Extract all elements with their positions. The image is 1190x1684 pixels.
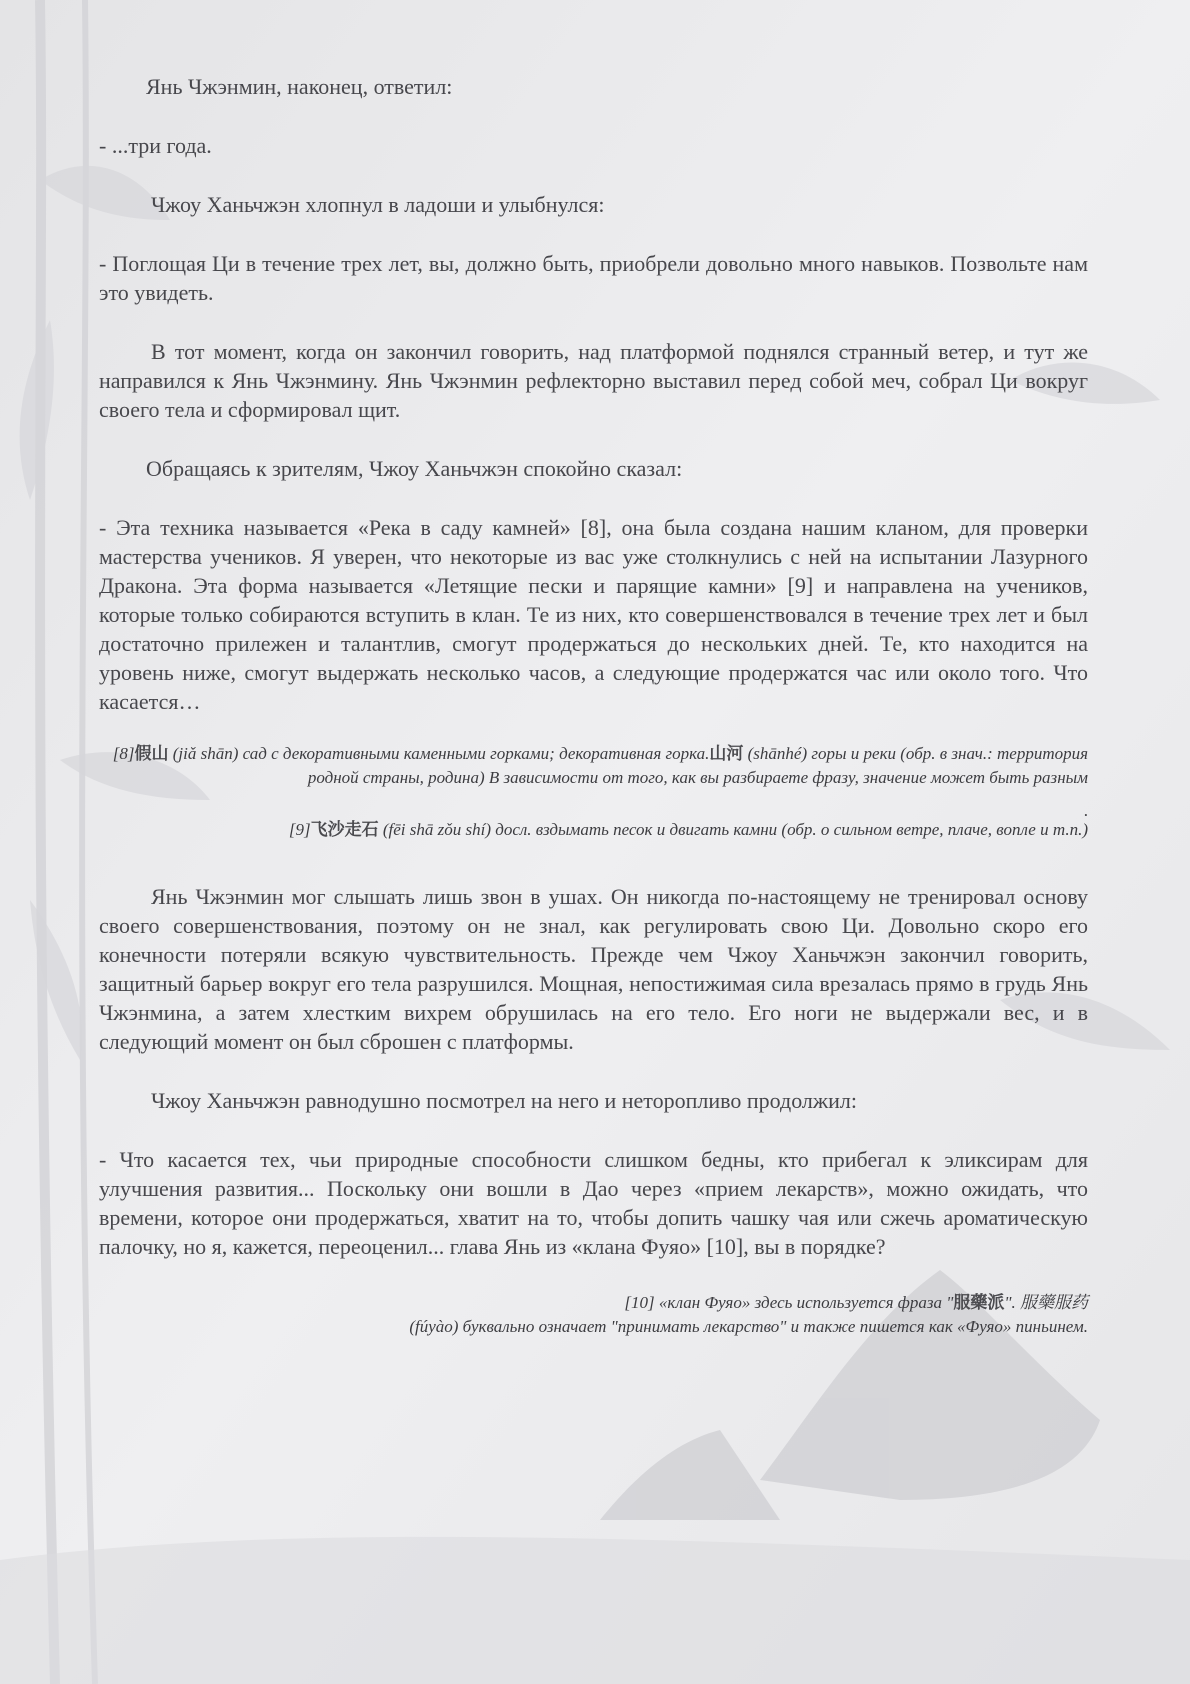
paragraph: Обращаясь к зрителям, Чжоу Ханьчжэн спокойно сказал: — [146, 456, 683, 481]
footnote-10 — [99, 1291, 1088, 1339]
footnote-9: [9]飞沙走石 (fēi shā zǒu shí) досл. вздымать песок и двигать камни (обр. о сильном ветре, плаче, вопле и т.п.) — [288, 820, 1088, 839]
paragraph: Янь Чжэнмин мог слышать лишь звон в ушах. Он никогда по-настоящему не тренировал основу своего совершенствования, поэтому он не знал, как регулировать свою Ци. Довольно скоро его конечности потеряли всякую чувствительность. Прежде чем Чжоу Ханьчжэн закончил говорить, защитный барьер вокруг его тела разрушился. Мощная, непостижимая сила врезалась прямо в грудь Янь Чжэнмина, а затем хлестким вихрем обрушилась на его тело. Его ноги не выдержали вес, и в следующий момент он был сброшен с платформы. — [99, 884, 1088, 1054]
footnote-8-trailing: . — [1083, 801, 1088, 820]
footnotes-8-9 — [99, 742, 1088, 842]
footnote-10-term: 服藥派 — [953, 1293, 1005, 1312]
paragraph: Чжоу Ханьчжэн равнодушно посмотрел на него и неторопливо продолжил: — [151, 1088, 857, 1113]
paragraph: - Что касается тех, чьи природные способности слишком бедны, кто прибегал к эликсирам для улучшения развития... Поскольку они вошли в Дао через «прием лекарств», можно ожидать, что времени, которое они продержаться, хватит на то, чтобы допить чашку чая или сжечь ароматическую палочку, но я, кажется, переоценил... глава Янь из «клана Фуяо» [10], вы в порядке? — [99, 1147, 1088, 1259]
paragraph: В тот момент, когда он закончил говорить, над платформой поднялся странный ветер, и тут же направился к Янь Чжэнмину. Янь Чжэнмин рефлекторно выставил перед собой меч, собрал Ци вокруг своего тела и сформировал щит. — [99, 339, 1088, 422]
footnote-10-line1a: [10] «клан Фуяо» здесь используется фраза " — [624, 1293, 954, 1312]
paragraph: Чжоу Ханьчжэн хлопнул в ладоши и улыбнулся: — [151, 192, 605, 217]
paragraph: Янь Чжэнмин, наконец, ответил: — [146, 74, 453, 99]
document-body — [99, 72, 1088, 1339]
paragraph: - Поглощая Ци в течение трех лет, вы, должно быть, приобрели довольно много навыков. Позвольте нам это увидеть. — [99, 251, 1088, 305]
paragraph: - ...три года. — [99, 133, 212, 158]
footnote-10-line2: (fúyào) буквально означает "принимать лекарство" и также пишется как «Фуяо» пиньинем. — [409, 1317, 1088, 1336]
footnote-10-line1b: ". 服藥服药 — [1004, 1293, 1088, 1312]
paragraph: - Эта техника называется «Река в саду камней» [8], она была создана нашим кланом, для проверки мастерства учеников. Я уверен, что некоторые из вас уже столкнулись с ней на испытании Лазурного Дракона. Эта форма называется «Летящие пески и парящие камни» [9] и направлена на учеников, которые только собираются вступить в клан. Те из них, кто совершенствовался в течение трех лет и был достаточно прилежен и талантлив, смогут продержаться до нескольких дней. Те, кто находится на уровень ниже, смогут выдержать несколько часов, а следующие продержатся час или около того. Что касается… — [99, 515, 1088, 714]
footnote-8: [8]假山 (jiǎ shān) сад с декоративными каменными горками; декоративная горка.山河 (shānhé) горы и реки (обр. в знач.: территория родной страны, родина) В зависимости от того, как вы разбираете фразу, значение может быть разным — [112, 744, 1088, 787]
